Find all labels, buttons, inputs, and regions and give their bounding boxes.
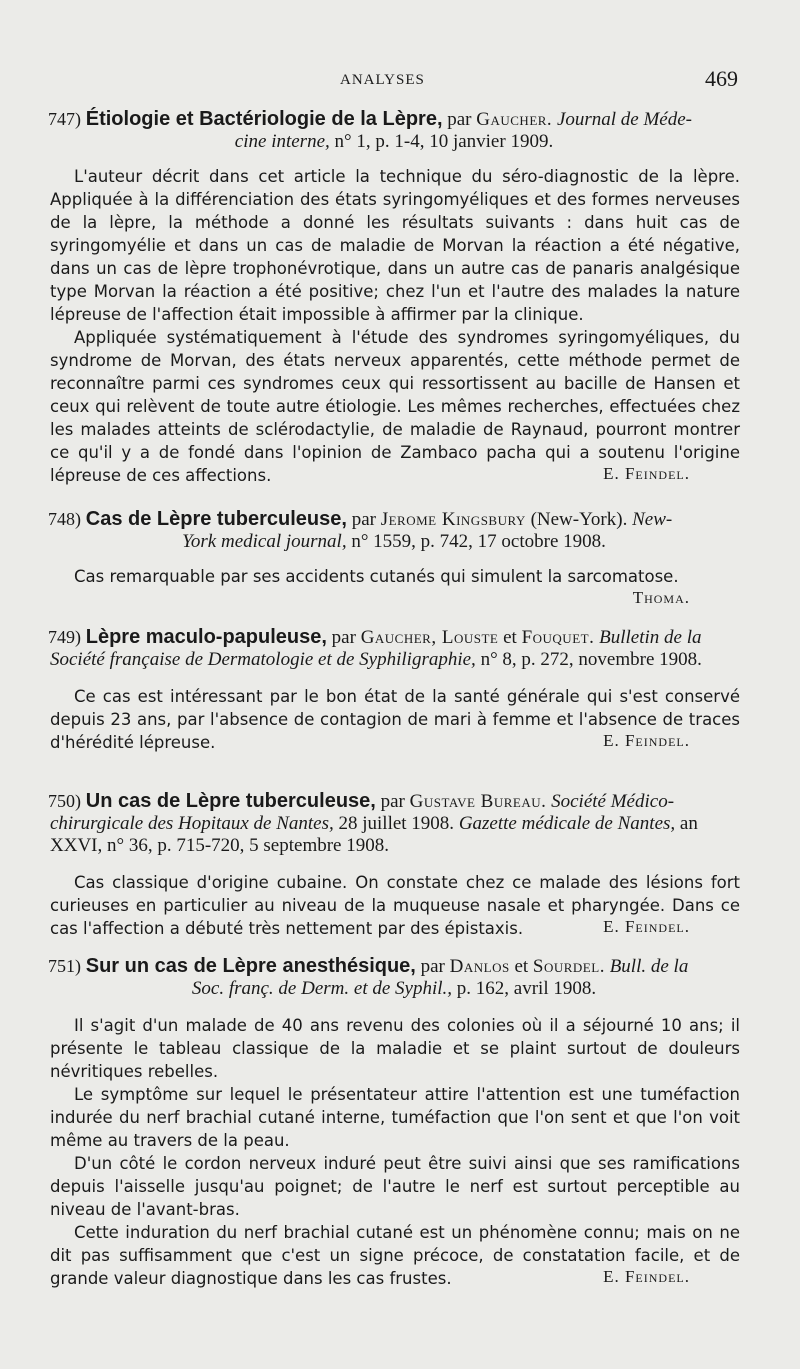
abstract-paragraph: Cette induration du nerf brachial cutané est un phénomène connu; mais on ne dit pas suffisamment que c'est un signe précoce, de constatation facile, et de grande valeur diagnostique dans les cas frustes. [50, 1223, 740, 1288]
abstract-heading [50, 955, 740, 1000]
abstract-title: Étiologie et Bactériologie de la Lèpre, [85, 108, 443, 130]
abstract-signature: E. Feindel. [603, 1267, 690, 1286]
abstract-751 [50, 955, 740, 1290]
abstract-paragraph: D'un côté le cordon nerveux induré peut être suivi ainsi que ses ramifications depuis l'aisselle jusqu'au poignet; de l'autre le nerf est surtout perceptible au niveau de l'avant-bras. [50, 1154, 740, 1219]
abstract-paragraph: Le symptôme sur lequel le présentateur attire l'attention est une tuméfaction indurée du nerf brachial cutané interne, tuméfaction que l'on sent et que l'on voit même au travers de la peau. [50, 1085, 740, 1150]
by-word: par [447, 109, 472, 130]
abstract-citation: n° 1, p. 1-4, 10 janvier 1909. [334, 131, 554, 152]
abstract-authors: Danlos [449, 956, 510, 977]
abstract-748 [50, 508, 740, 608]
abstract-paragraph: Il s'agit d'un malade de 40 ans revenu des colonies où il a séjourné 10 ans; il présente le tableau classique de la maladie et se plaint surtout de douleurs névritiques rebelles. [50, 1016, 740, 1081]
abstract-747 [50, 108, 740, 487]
abstract-citation: p. 162, avril 1908. [456, 978, 597, 999]
abstract-title: Cas de Lèpre tuberculeuse, [85, 508, 347, 530]
abstract-number: 747) [48, 109, 81, 129]
abstract-signature: Thoma. [632, 588, 690, 607]
by-word: par [420, 956, 445, 977]
and-word: et [503, 627, 517, 648]
abstract-source-2: Gazette médicale de Nantes, [458, 813, 676, 834]
abstract-date: 28 juillet 1908. [338, 813, 455, 834]
abstract-authors-2: Fouquet. [521, 627, 595, 648]
abstract-749 [50, 626, 740, 754]
abstract-source-cont: cine interne, [234, 131, 330, 152]
abstract-signature: E. Feindel. [603, 731, 690, 750]
abstract-source-cont: la Société française de Dermatologie et de Syphiligraphie, [50, 627, 702, 670]
abstract-paragraph: Appliquée systématiquement à l'étude des syndromes syringomyéliques, du syndrome de Morvan, des états nerveux apparentés, cette méthode permet de reconnaître parmi ces syndromes ceux qui ressortissent au bacille de Hansen et ceux qui relèvent de toute autre étiologie. Les mêmes recherches, effectuées chez les malades atteints de sclérodactylie, de maladie de Raynaud, pourront montrer ce qu'il y a de fondé dans l'opinion de Zambaco pacha qui a soutenu l'origine lépreuse de ces affections. [50, 328, 740, 485]
abstract-place: (New-York). [530, 509, 628, 530]
abstract-750 [50, 790, 740, 940]
abstract-paragraph: Cas classique d'origine cubaine. On constate chez ce malade des lésions fort curieuses en particulier au niveau de la muqueuse nasale et pharyngée. Dans ce cas l'affection a débuté très nettement par des épistaxis. [50, 873, 740, 938]
abstract-number: 751) [48, 956, 81, 976]
abstract-citation: an XXVI, n° 36, p. 715-720, 5 septembre 1908. [50, 813, 698, 856]
abstract-authors: Gustave Bureau. [409, 791, 547, 812]
abstract-paragraph: Ce cas est intéressant par le bon état de la santé générale qui s'est conservé depuis 23 ans, par l'absence de contagion de mari à femme et l'absence de traces d'hérédité lépreuse. [50, 687, 740, 752]
abstract-paragraph: L'auteur décrit dans cet article la technique du séro-diagnostic de la lèpre. Appliquée à la différenciation des états syringomyéliques et des formes nerveuses de la lèpre, la méthode a donné les résultats suivants : dans huit cas de syringomyélie et dans un cas de maladie de Morvan la réaction a été négative, dans un cas de lèpre trophonévrotique, dans un autre cas de panaris analgésique type Morvan la réaction a été positive; chez l'un et l'autre des malades la nature lépreuse de l'affection était impossible à affirmer par la clinique. [50, 167, 740, 324]
abstract-heading [50, 508, 740, 553]
page-number: 469 [705, 66, 738, 91]
running-header [0, 66, 800, 96]
abstract-title: Un cas de Lèpre tuberculeuse, [85, 790, 376, 812]
abstract-source: Journal de Méde- [556, 109, 692, 130]
abstract-source: Bulletin de [599, 627, 682, 648]
abstract-heading [50, 108, 740, 153]
abstract-citation: n° 8, p. 272, novembre 1908. [480, 649, 702, 670]
abstract-source: New- [632, 509, 673, 530]
abstract-authors: Jerome Kingsbury [380, 509, 526, 530]
abstract-source-cont: York medical journal, [182, 531, 347, 552]
abstract-authors: Gaucher. [476, 109, 553, 130]
abstract-signature: E. Feindel. [603, 917, 690, 936]
by-word: par [351, 509, 376, 530]
abstract-source: Bull. de la [609, 956, 689, 977]
abstract-heading [50, 790, 740, 857]
abstract-signature: E. Feindel. [603, 464, 690, 483]
abstract-title: Sur un cas de Lèpre anesthésique, [85, 955, 416, 977]
header-title: ANALYSES [340, 72, 425, 88]
abstract-source-cont: Soc. franç. de Derm. et de Syphil., [191, 978, 453, 999]
abstract-authors: Gaucher, Louste [360, 627, 499, 648]
by-word: par [380, 791, 405, 812]
abstract-citation: n° 1559, p. 742, 17 octobre 1908. [351, 531, 606, 552]
abstract-number: 749) [48, 627, 81, 647]
abstract-number: 748) [48, 509, 81, 529]
abstract-paragraph: Cas remarquable par ses accidents cutanés qui simulent la sarcomatose. [74, 567, 679, 586]
by-word: par [331, 627, 356, 648]
abstract-title: Lèpre maculo-papuleuse, [85, 626, 327, 648]
abstract-source-cont: chirurgicale des Hopitaux de Nantes, [50, 813, 334, 834]
and-word: et [514, 956, 529, 977]
abstract-source: Société Médico- [551, 791, 675, 812]
abstract-authors-2: Sourdel. [532, 956, 605, 977]
abstract-heading [50, 626, 740, 671]
abstract-number: 750) [48, 791, 81, 811]
